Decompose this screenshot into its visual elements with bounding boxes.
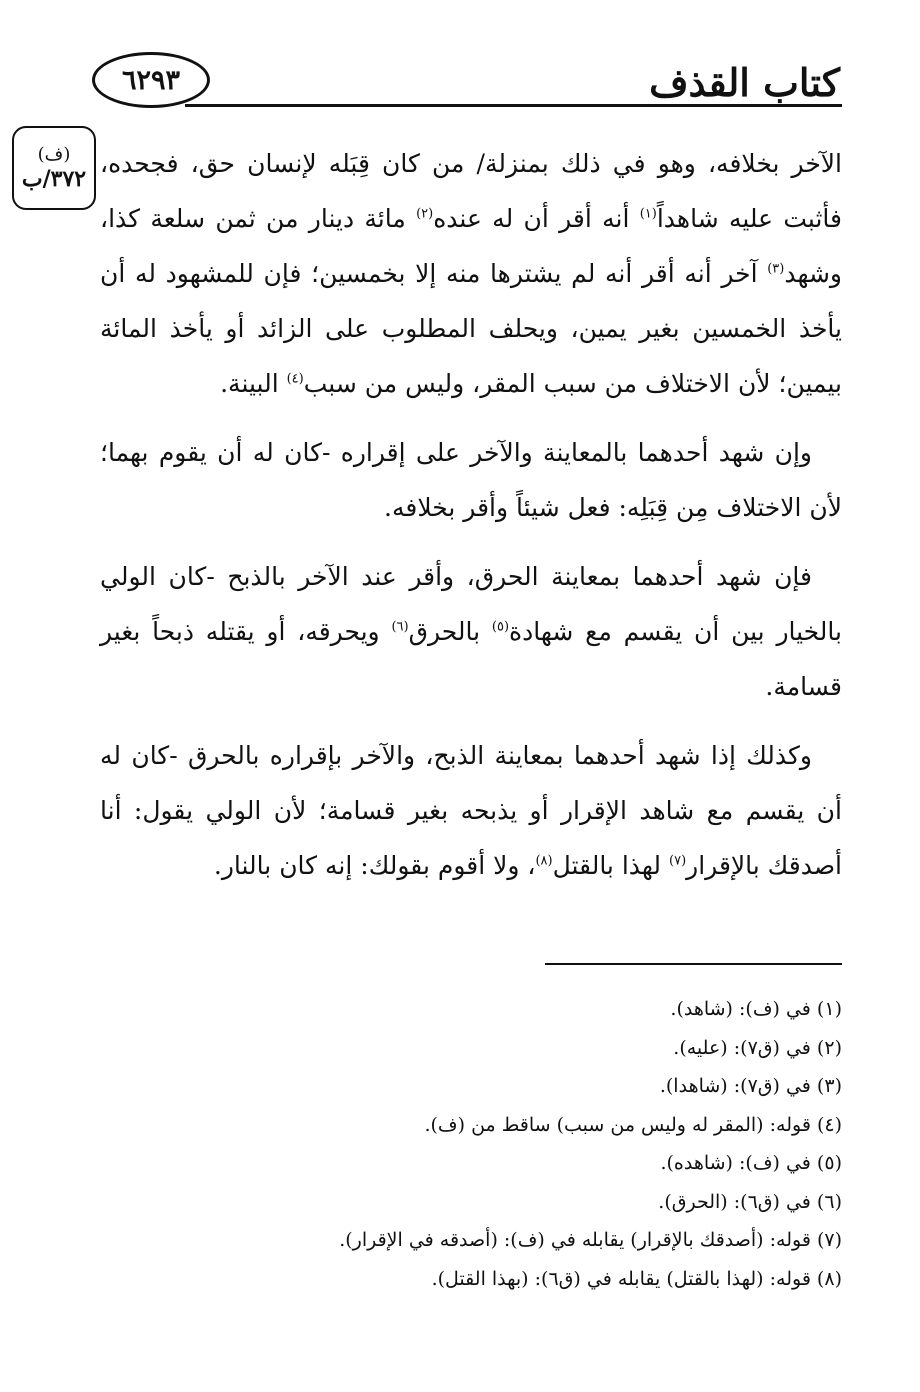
margin-note-source: (ف) [37,144,71,165]
text-run: مائة دينار من ثمن سلعة كذا، وشهد [100,204,842,288]
text-run: وكذلك إذا شهد أحدهما بمعاينة الذبح، والآخر بإقراره بالحرق -كان له أن يقسم مع شاهد الإقرار أو يذبحه بغير قسامة؛ لأن الولي يقول: أنا أصدقك بالإقرار [100,741,842,880]
footnote-marker: (٨) [535,853,553,869]
paragraph-4 [100,728,842,893]
footnote-4: (٤) قوله: (المقر له وليس من سبب) ساقط من (ف). [424,1113,842,1136]
text-run: الآخر بخلافه، وهو في ذلك بمنزلة/ من كان قِبَله لإنسان حق، فجحده، فأثبت عليه شاهداً [100,149,842,233]
margin-note-folio: ٣٧٢/ب [21,165,87,192]
footnote-6: (٦) في (ق٦): (الحرق). [658,1190,842,1213]
paragraph-2 [100,425,842,535]
page-header [0,0,920,120]
footnote-marker: (٥) [491,619,510,635]
text-run: ، ولا أقوم بقولك: إنه كان بالنار. [213,851,536,880]
text-run: أنه أقر أن له عنده [433,204,640,233]
footnote-2: (٢) في (ق٧): (عليه). [673,1036,842,1059]
text-run: بالحرق [408,617,492,646]
text-run: فإن شهد أحدهما بمعاينة الحرق، وأقر عند الآخر بالذبح -كان الولي بالخيار بين أن يقسم مع شهادة [100,562,843,646]
text-run: آخر أنه أقر أنه لم يشترها منه إلا بخمسين؛ فإن للمشهود له أن يأخذ الخمسين بغير يمين، ويحلف المطلوب على الزائد أو يأخذ المائة بيمين؛ لأن الاختلاف من سبب المقر، وليس من سبب [100,259,842,398]
footnote-marker: (٢) [416,206,434,222]
footnote-3: (٣) في (ق٧): (شاهدا). [659,1075,842,1097]
footnote-marker: (٦) [391,619,409,635]
text-run: لهذا بالقتل [552,851,669,880]
text-run: ويحرقه، أو يقتله ذبحاً بغير قسامة. [100,617,842,701]
main-text [100,136,842,907]
footnote-marker: (١) [639,206,657,222]
footnote-divider [545,963,842,965]
footnote-marker: (٧) [669,853,687,869]
book-title: كتاب القذف [649,60,840,105]
footnote-marker: (٣) [767,261,785,277]
paragraph-3 [100,549,842,714]
paragraph-1 [100,136,842,411]
footnote-7: (٧) قوله: (أصدقك بالإقرار) يقابله في (ف): (أصدقه في الإقرار). [339,1229,842,1251]
page-number: ٦٢٩٣ [121,64,180,96]
page-number-badge [92,52,210,108]
footnote-8: (٨) قوله: (لهذا بالقتل) يقابله في (ق٦): (بهذا القتل). [431,1267,842,1290]
text-run: وإن شهد أحدهما بالمعاينة والآخر على إقراره -كان له أن يقوم بهما؛ لأن الاختلاف مِن قِبَلِه: فعل شيئاً وأقر بخلافه. [100,438,842,522]
footnotes [100,990,842,1298]
footnote-1: (١) في (ف): (شاهد). [670,998,842,1020]
margin-note [12,126,96,210]
text-run: البينة. [220,369,287,398]
footnote-5: (٥) في (ف): (شاهده). [660,1152,842,1174]
footnote-marker: (٤) [286,371,304,387]
